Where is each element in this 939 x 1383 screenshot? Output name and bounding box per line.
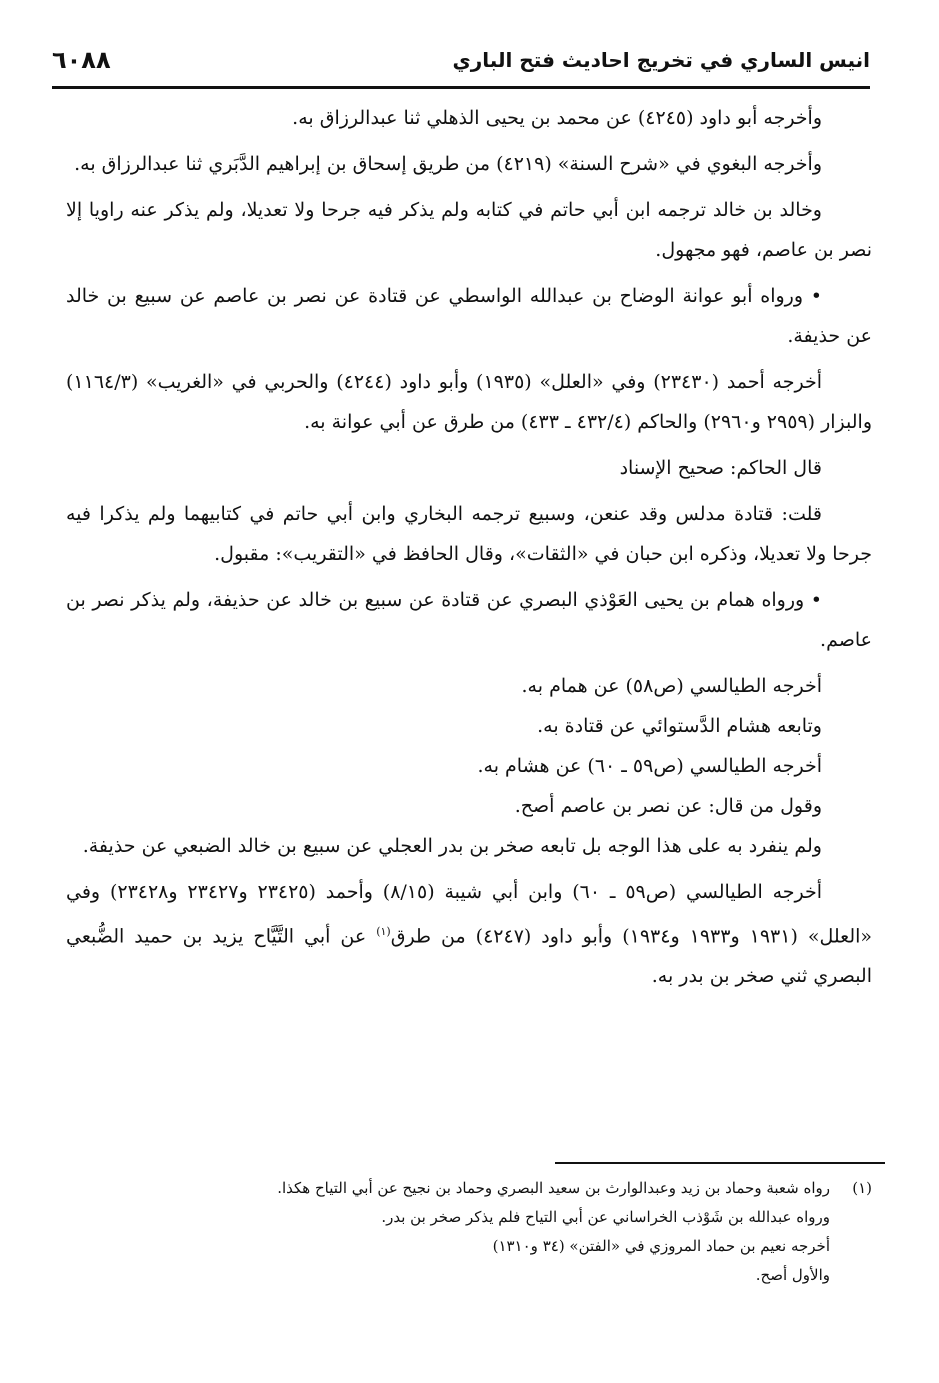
page-header xyxy=(52,40,870,80)
footnote-rule xyxy=(555,1162,885,1164)
paragraph: أخرجه أحمد (٢٣٤٣٠) وفي «العلل» (١٩٣٥) وأبو داود (٤٢٤٤) والحربي في «الغريب» (١١٦٤/٣) والبزار (٢٩٥٩ و٢٩٦٠) والحاكم (٤٣٢/٤ ـ ٤٣٣) من طرق عن أبي عوانة به. xyxy=(66,371,872,433)
paragraph: وقول من قال: عن نصر بن عاصم أصح. xyxy=(514,795,822,817)
paragraph: وخالد بن خالد ترجمه ابن أبي حاتم في كتابه ولم يذكر فيه جرحا ولا تعديلا، ولم يذكر عنه راويا إلا نصر بن عاصم، فهو مجهول. xyxy=(66,199,872,261)
paragraph: • ورواه أبو عوانة الوضاح بن عبدالله الواسطي عن قتادة عن نصر بن عاصم عن سبيع بن خالد عن حذيفة. xyxy=(66,285,872,347)
footnote-marker: (١) xyxy=(852,1179,872,1197)
header-rule xyxy=(52,86,870,89)
paragraph: قلت: قتادة مدلس وقد عنعن، وسبيع ترجمه البخاري وابن أبي حاتم في كتابيهما ولم يذكرا فيه جرحا ولا تعديلا، وذكره ابن حبان في «الثقات»، وقال الحافظ في «التقريب»: مقبول. xyxy=(66,503,872,565)
paragraph-with-note xyxy=(66,872,872,996)
running-title: انيس الساري في تخريج احاديث فتح الباري xyxy=(452,48,870,72)
page-number: ٦٠٨٨ xyxy=(52,46,111,74)
paragraph: • ورواه همام بن يحيى العَوْذي البصري عن قتادة عن سبيع بن خالد عن حذيفة، ولم يذكر نصر بن عاصم. xyxy=(66,589,872,651)
footnote-line: رواه شعبة وحماد بن زيد وعبدالوارث بن سعيد البصري وحماد بن نجيح عن أبي التياح هكذا. xyxy=(277,1179,830,1197)
paragraph: ولم ينفرد به على هذا الوجه بل تابعه صخر بن بدر العجلي عن سبيع بن خالد الضبعي عن حذيفة. xyxy=(82,835,822,857)
footnote-reference[interactable]: (١) xyxy=(376,925,391,938)
paragraph: قال الحاكم: صحيح الإسناد xyxy=(619,457,822,479)
footnote-line: أخرجه نعيم بن حماد المروزي في «الفتن» (٣٤ و١٣١٠) xyxy=(492,1237,830,1255)
paragraph: أخرجه الطيالسي (ص٥٨) عن همام به. xyxy=(521,675,822,697)
footnote-line: ورواه عبدالله بن شَوْذب الخراساني عن أبي التياح فلم يذكر صخر بن بدر. xyxy=(381,1208,830,1226)
footnote xyxy=(90,1174,872,1290)
footnotes xyxy=(90,1174,872,1290)
footnote-line: والأول أصح. xyxy=(755,1266,830,1284)
paragraph-text: أخرجه الطيالسي (ص٥٩ ـ ٦٠) وابن أبي شيبة (٨/١٥) وأحمد (٢٣٤٢٥ و٢٣٤٢٧ و٢٣٤٢٨) وفي «العلل» (١٩٣١ و١٩٣٣ و١٩٣٤) وأبو داود (٤٢٤٧) من طرق xyxy=(66,881,873,948)
main-text xyxy=(66,98,872,1002)
paragraph: وتابعه هشام الدَّستوائي عن قتادة به. xyxy=(537,715,822,737)
paragraph: أخرجه الطيالسي (ص٥٩ ـ ٦٠) عن هشام به. xyxy=(477,755,822,777)
paragraph: وأخرجه أبو داود (٤٢٤٥) عن محمد بن يحيى الذهلي ثنا عبدالرزاق به. xyxy=(292,107,822,129)
paragraph: وأخرجه البغوي في «شرح السنة» (٤٢١٩) من طريق إسحاق بن إبراهيم الدَّبَري ثنا عبدالرزاق به. xyxy=(74,153,822,175)
paragraph-text: عن أبي التَّيَّاح يزيد بن حميد الضُّبعي البصري ثني صخر بن بدر به. xyxy=(66,925,872,988)
footnote-text xyxy=(90,1174,830,1290)
